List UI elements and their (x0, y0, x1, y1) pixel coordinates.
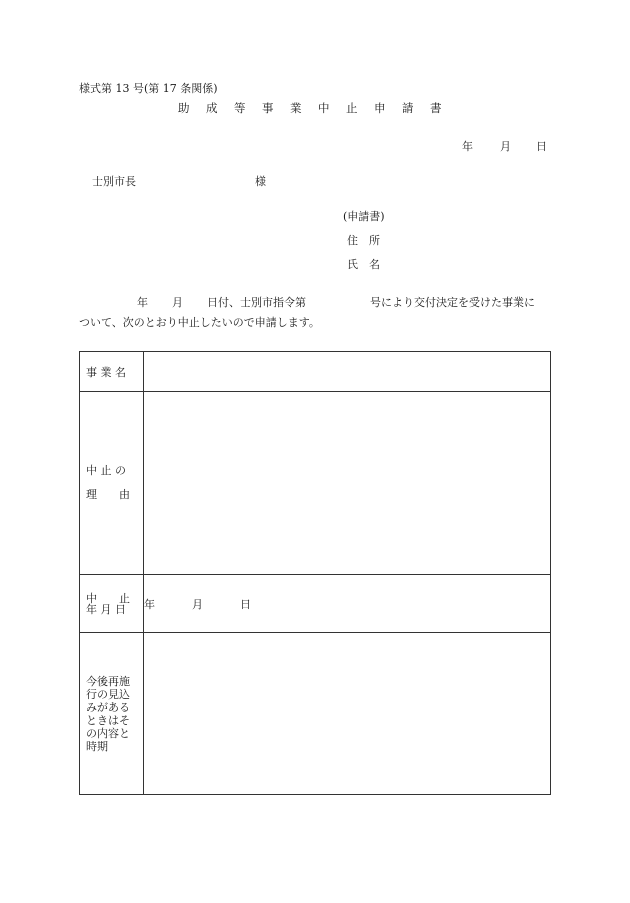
future-plan-label (80, 633, 144, 795)
reason-label (80, 392, 144, 575)
addressee: 士別市長 (92, 175, 136, 188)
date-year-label: 年 (462, 140, 473, 153)
stop-date-year: 年 (144, 597, 155, 611)
stop-date-day: 日 (240, 597, 251, 611)
future-label-line: みがある (86, 700, 130, 714)
project-name-label: 事 業 名 (80, 352, 144, 392)
future-label-line: 時期 (86, 739, 108, 753)
body-text-line1 (79, 294, 551, 310)
future-plan-field[interactable] (144, 633, 551, 795)
table-row-stop-date (80, 575, 551, 633)
form-title-char: 申 (374, 101, 386, 115)
stop-date-label (80, 575, 144, 633)
body-day-city: 日付、士別市指令第 (207, 296, 306, 309)
future-label-line: ときはそ (86, 713, 130, 727)
table-row-project-name (80, 352, 551, 392)
submission-date (462, 138, 547, 154)
body-text-line2: ついて、次のとおり中止したいので申請します。 (79, 316, 320, 329)
form-title-char: 等 (234, 101, 246, 115)
stop-date-month: 月 (192, 597, 203, 611)
reason-label-line1: 中 止 の (86, 464, 126, 477)
form-number: 様式第 13 号(第 17 条関係) (79, 82, 218, 95)
stop-date-label-line1: 中 止 (86, 591, 130, 605)
form-title (178, 100, 458, 116)
project-name-field[interactable] (144, 352, 551, 392)
application-table (79, 351, 551, 795)
future-label-line: の内容と (86, 726, 130, 740)
table-row-reason (80, 392, 551, 575)
body-tail: 号により交付決定を受けた事業に (370, 296, 535, 309)
name-label: 氏 名 (347, 258, 380, 271)
form-title-char: 成 (206, 101, 218, 115)
date-day-label: 日 (536, 140, 547, 153)
address-label: 住 所 (347, 234, 380, 247)
future-label-line: 今後再施 (86, 674, 130, 688)
form-title-char: 書 (430, 101, 442, 115)
future-label-line: 行の見込 (86, 687, 130, 701)
form-title-char: 請 (402, 101, 414, 115)
form-title-char: 止 (346, 101, 358, 115)
date-month-label: 月 (500, 140, 511, 153)
form-title-char: 中 (318, 101, 330, 115)
form-title-char: 業 (290, 101, 302, 115)
applicant-label: (申請書) (343, 210, 385, 223)
stop-date-label-line2: 年 月 日 (86, 602, 126, 616)
reason-field[interactable] (144, 392, 551, 575)
form-title-char: 助 (178, 101, 190, 115)
reason-label-line2: 理 由 (86, 488, 130, 501)
body-month: 月 (172, 296, 183, 309)
addressee-honorific: 様 (255, 175, 266, 188)
form-title-char: 事 (262, 101, 274, 115)
table-row-future-plan (80, 633, 551, 795)
body-year: 年 (137, 296, 148, 309)
stop-date-field[interactable] (144, 575, 551, 633)
